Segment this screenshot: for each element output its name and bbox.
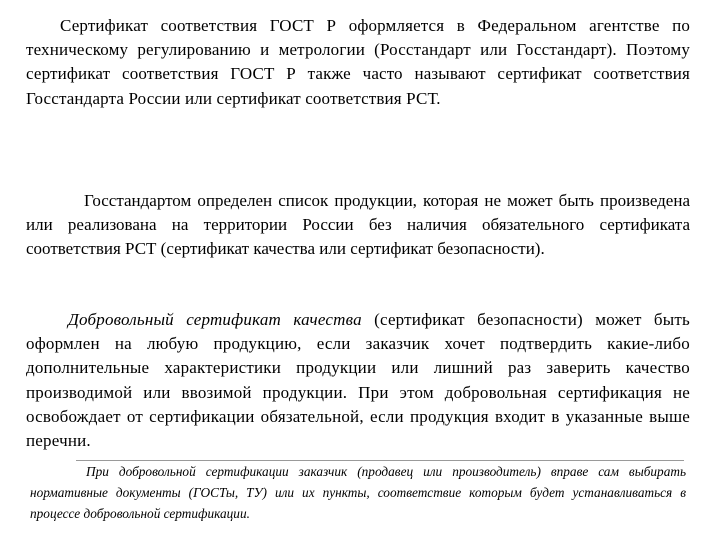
paragraph-voluntary-certificate: [26, 308, 690, 453]
voluntary-certificate-text: (сертификат безопасности) может быть оформлен на любую продукцию, если заказчик хочет подтвердить какие-либо дополнительные характеристики продукции или лишний раз заверить качество производимой или ввозимой продукции. При этом добровольная сертификация не освобождает от сертификации обязательной, если продукция входит в указанные выше перечни.: [26, 310, 690, 451]
voluntary-certificate-term: Добровольный сертификат качества: [68, 310, 362, 329]
paragraph-gosstandart-product-list: Госстандартом определен список продукции, которая не может быть произведена или реализована на территории России без наличия обязательного сертификата соответствия РСТ (сертификат качества или сертификат безопасности).: [26, 191, 690, 259]
note-voluntary-certification: При добровольной сертификации заказчик (продавец или производитель) вправе сам выбирать нормативные документы (ГОСТы, ТУ) или их пункты, соответствие которым будет устанавливаться в процессе добровольной сертификации.: [30, 464, 686, 521]
paragraph-gost-r-certificate: Сертификат соответствия ГОСТ Р оформляется в Федеральном агентстве по техническому регулированию и метрологии (Росстандарт или Госстандарт). Поэтому сертификат соответствия ГОСТ Р также часто называют сертификат соответствия Госстандарта России или сертификат соответствия РСТ.: [26, 16, 690, 108]
